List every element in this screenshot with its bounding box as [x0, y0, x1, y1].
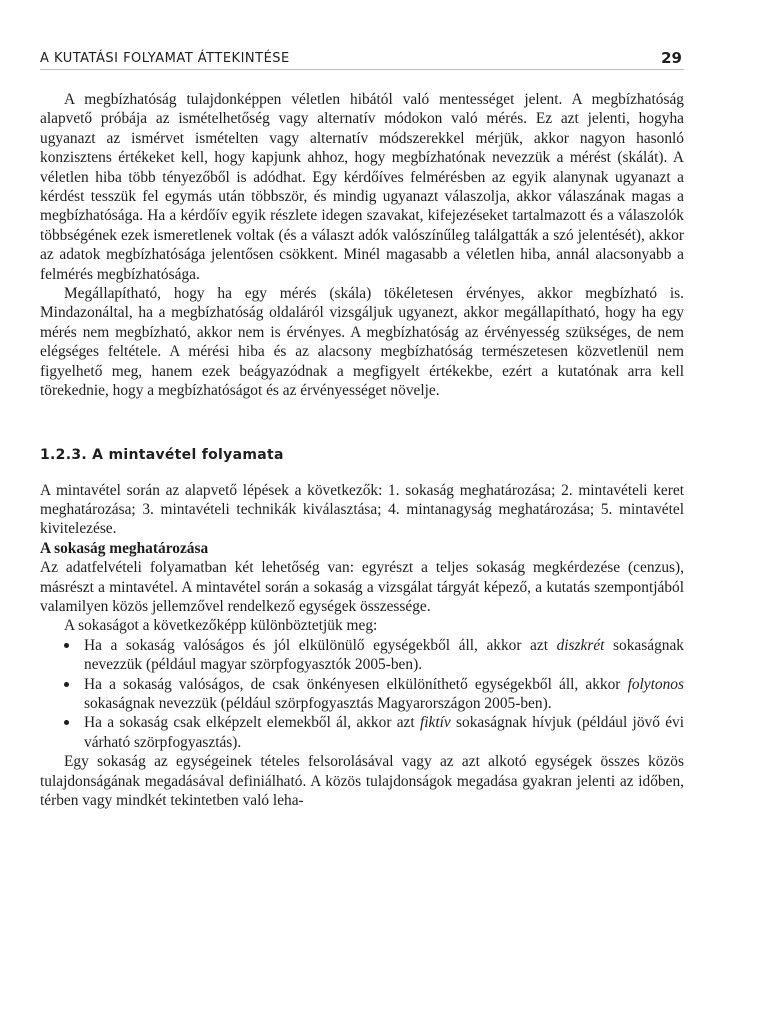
paragraph-reliability-definition: A megbízhatóság tulajdonképpen véletlen hibától való mentességet jelent. A megbízhatóság alapvető próbája az ismételhetőség vagy alternatív módokon való mérés. Ez azt jelenti, hogyha ugyanazt az ismérvet ismételten vagy alternatív módszerekkel mérjük, akkor nagyon hasonló konzisztens értékeket kell, hogy kapjunk ahhoz, hogy megbízhatónak nevezzük a mérést (skálát). A véletlen hiba több tényezőből is adódhat. Egy kérdőíves felmérésben az egyik alanynak ugyanazt a kérdést tesszük fel egymás után többször, és mindig ugyanazt válaszolja, akkor válaszának magas a megbízhatósága. Ha a kérdőív egyik részlete idegen szavakat, kifejezéseket tartalmazott és a válaszolók többségének ezek ismeretlenek voltak (és a választ adók valószínűleg találgatták a szó jelentését), akkor az adatok megbízhatósága jelentősen csökkent. Minél magasabb a véletlen hiba, annál alacsonyabb a felmérés megbízhatósága.	[40, 91, 684, 283]
list-item-text: sokaságnak nevezzük (például magyar szörpfogyasztók 2005-ben).	[84, 636, 684, 674]
bullet-icon	[64, 720, 69, 725]
list-item-text: Ha a sokaság valóságos, de csak önkényesen elkülöníthető egységekből áll, akkor	[84, 675, 628, 693]
list-item-fictive	[40, 713, 684, 752]
list-item-text: sokaságnak hívjuk (például jövő évi várható szörpfogyasztás).	[84, 714, 684, 751]
paragraph-population-definition: Egy sokaság az egységeinek tételes felsorolásával vagy az azt alkotó egységek összes közös tulajdonságának megadásával definiálható. A közös tulajdonságok megadása gyakran jelenti az időben, térben vagy mindkét tekintetben való leha-	[40, 753, 684, 809]
list-item-text: Ha a sokaság csak elképzelt elemekből ál, akkor azt	[84, 714, 420, 732]
page-number: 29	[661, 49, 682, 67]
list-item-discrete	[40, 636, 684, 675]
population-types-list	[40, 636, 684, 752]
subheading-population: A sokaság meghatározása	[40, 539, 209, 557]
list-item-text: sokaságnak nevezzük (például szörpfogyasztás Magyarországon 2005-ben).	[84, 694, 552, 712]
page-body	[40, 90, 684, 810]
bullet-icon	[64, 643, 69, 648]
list-item-term: diszkrét	[556, 636, 605, 654]
list-item-term: folytonos	[627, 675, 684, 693]
paragraph-sampling-steps: A mintavétel során az alapvető lépések a következők: 1. sokaság meghatározása; 2. mintavételi keret meghatározása; 3. mintavételi technikák kiválasztása; 4. mintanagyság meghatározása; 5. mintavétel kivitelezése.	[40, 481, 684, 538]
list-item-term: fiktív	[419, 714, 451, 732]
running-head: A KUTATÁSI FOLYAMAT ÁTTEKINTÉSE	[40, 51, 290, 66]
list-item-text: Ha a sokaság valóságos és jól elkülönülő egységekből áll, akkor azt	[84, 636, 557, 654]
paragraph-population-intro: Az adatfelvételi folyamatban két lehetőség van: egyrészt a teljes sokaság megkérdezése (cenzus), másrészt a mintavétel. A mintavétel során a sokaság a vizsgálat tárgyát képező, a kutatás szempontjából valamilyen közös jellemzővel rendelkező egységek összessége.	[40, 559, 684, 615]
page-header	[40, 49, 684, 70]
paragraph-population-types-intro: A sokaságot a következőképp különböztetjük meg:	[64, 617, 378, 635]
paragraph-reliability-validity: Megállapítható, hogy ha egy mérés (skála) tökéletesen érvényes, akkor megbízható is. Mindazonáltal, ha a megbízhatóság oldaláról vizsgáljuk ugyanezt, akkor megállapítható, hogy ha egy mérés nem megbízható, akkor nem is érvényes. A megbízhatóság az érvényesség szükséges, de nem elégséges feltétele. A mérési hiba és az alacsony megbízhatóság természetesen közvetlenül nem figyelhető meg, hanem ezek beágyazódnak a megfigyelt értékekbe, ezért a kutatónak arra kell törekednie, hogy a megbízhatóságot és az érvényességet növelje.	[40, 285, 684, 400]
list-item-continuous	[40, 675, 684, 714]
section-heading: 1.2.3. A mintavétel folyamata	[40, 446, 284, 463]
bullet-icon	[64, 682, 69, 687]
